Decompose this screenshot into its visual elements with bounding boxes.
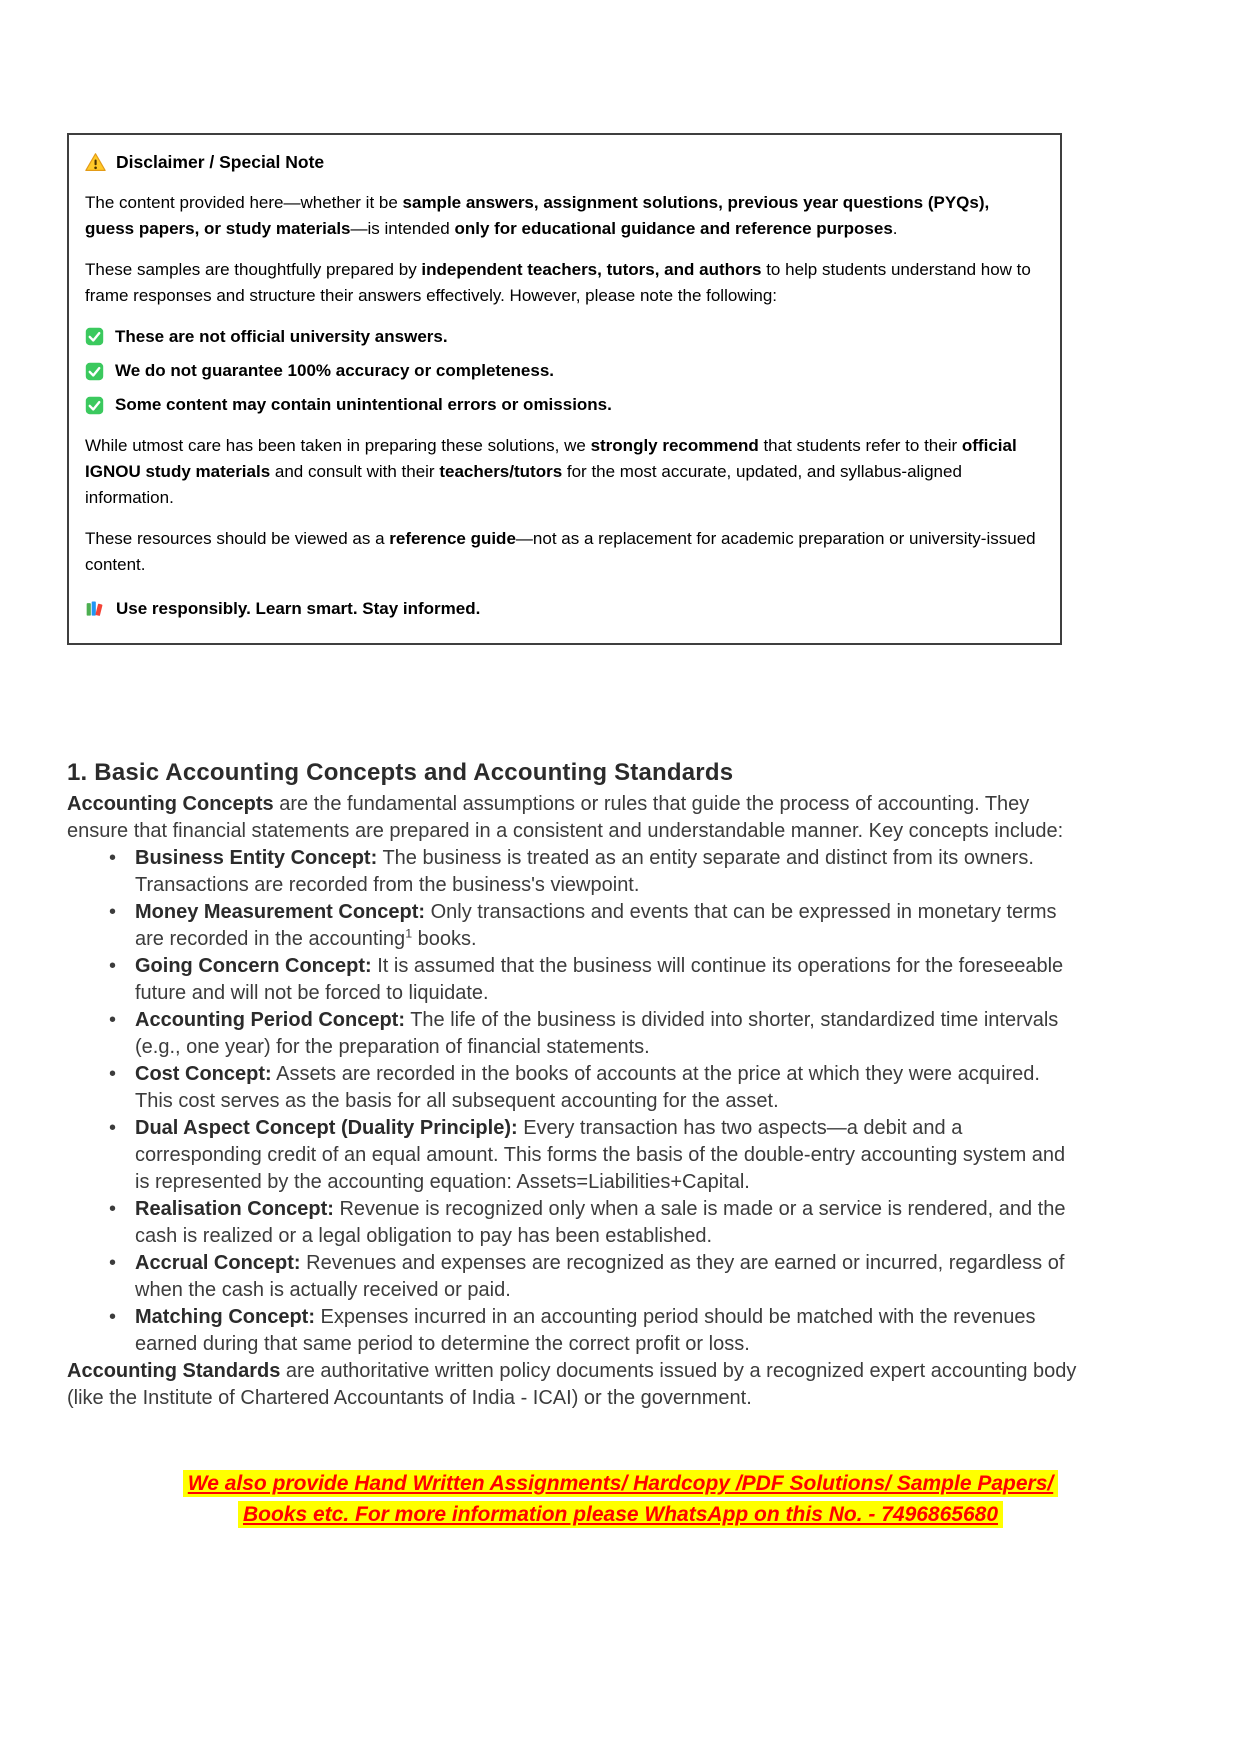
- concept-list: [67, 845, 1077, 1358]
- promo-banner: [67, 1468, 1174, 1531]
- disclaimer-paragraph-2: These samples are thoughtfully prepared by independent teachers, tutors, and authors to help students understand how to frame responses and structure their answers effectively. However, please note the following:: [85, 259, 1031, 306]
- concept-bullet-dual-aspect: • Dual Aspect Concept (Duality Principle): Every transaction has two aspects—a debit and a corresponding credit of an equal amount. This forms the basis of the double-entry accounting system and is represented by the accounting equation: Assets=Liabilities+Capital.: [135, 1115, 1077, 1196]
- disclaimer-footer-text: Use responsibly. Learn smart. Stay informed.: [116, 599, 481, 619]
- section-outro-paragraph: Accounting Standards are authoritative written policy documents issued by a recognized expert accounting body (like the Institute of Chartered Accountants of India - ICAI) or the government.: [67, 1359, 1077, 1409]
- checklist-item: [85, 392, 1040, 418]
- checkbox-check-icon: [85, 327, 104, 346]
- concept-bullet-realisation: • Realisation Concept: Revenue is recognized only when a sale is made or a service is rendered, and the cash is realized or a legal obligation to pay has been established.: [135, 1196, 1077, 1250]
- concept-bullet-accounting-period: • Accounting Period Concept: The life of the business is divided into shorter, standardized time intervals (e.g., one year) for the preparation of financial statements.: [135, 1007, 1077, 1061]
- concept-bullet-going-concern: • Going Concern Concept: It is assumed that the business will continue its operations for the foreseeable future and will not be forced to liquidate.: [135, 953, 1077, 1007]
- books-icon: [85, 599, 105, 619]
- promo-line-2: Books etc. For more information please WhatsApp on this No. - 7496865680: [238, 1501, 1003, 1528]
- disclaimer-footer: [85, 596, 1040, 622]
- promo-line-1: We also provide Hand Written Assignments/ Hardcopy /PDF Solutions/ Sample Papers/: [183, 1470, 1058, 1497]
- checklist-item: [85, 324, 1040, 350]
- disclaimer-paragraph-1: The content provided here—whether it be sample answers, assignment solutions, previous year questions (PYQs), guess papers, or study materials—is intended only for educational guidance and reference purposes.: [85, 193, 990, 239]
- checkbox-check-icon: [85, 396, 104, 415]
- concept-bullet-money-measurement: • Money Measurement Concept: Only transactions and events that can be expressed in monetary terms are recorded in the accounting$^1$ books.: [135, 899, 1077, 953]
- main-content: [67, 757, 1077, 1412]
- disclaimer-title-row: [85, 149, 1040, 176]
- disclaimer-checklist: [85, 324, 1040, 419]
- disclaimer-title: Disclaimer / Special Note: [116, 152, 325, 172]
- checklist-item-text: We do not guarantee 100% accuracy or completeness.: [115, 360, 555, 380]
- concept-bullet-business-entity: • Business Entity Concept: The business is treated as an entity separate and distinct from its owners. Transactions are recorded from the business's viewpoint.: [135, 845, 1077, 899]
- section-intro-paragraph: Accounting Concepts are the fundamental assumptions or rules that guide the process of accounting. They ensure that financial statements are prepared in a consistent and understandable manner. Key concepts include:: [67, 792, 1064, 842]
- checklist-item-text: Some content may contain unintentional errors or omissions.: [115, 395, 612, 415]
- warning-icon: [85, 152, 106, 173]
- concept-bullet-accrual: • Accrual Concept: Revenues and expenses are recognized as they are earned or incurred, regardless of when the cash is actually received or paid.: [135, 1250, 1077, 1304]
- checkbox-check-icon: [85, 362, 104, 381]
- concept-bullet-cost: • Cost Concept: Assets are recorded in the books of accounts at the price at which they were acquired. This cost serves as the basis for all subsequent accounting for the asset.: [135, 1061, 1077, 1115]
- concept-bullet-matching: • Matching Concept: Expenses incurred in an accounting period should be matched with the revenues earned during that same period to determine the correct profit or loss.: [135, 1304, 1077, 1358]
- checklist-item-text: These are not official university answers.: [115, 326, 448, 346]
- checklist-item: [85, 358, 1040, 384]
- disclaimer-paragraph-3: While utmost care has been taken in preparing these solutions, we strongly recommend that students refer to their official IGNOU study materials and consult with their teachers/tutors for the most accurate, updated, and syllabus-aligned information.: [85, 435, 1017, 508]
- section-heading: 1. Basic Accounting Concepts and Accounting Standards: [67, 758, 734, 786]
- disclaimer-paragraph-4: These resources should be viewed as a reference guide—not as a replacement for academic preparation or university-issued content.: [85, 528, 1036, 574]
- disclaimer-box: [67, 133, 1062, 645]
